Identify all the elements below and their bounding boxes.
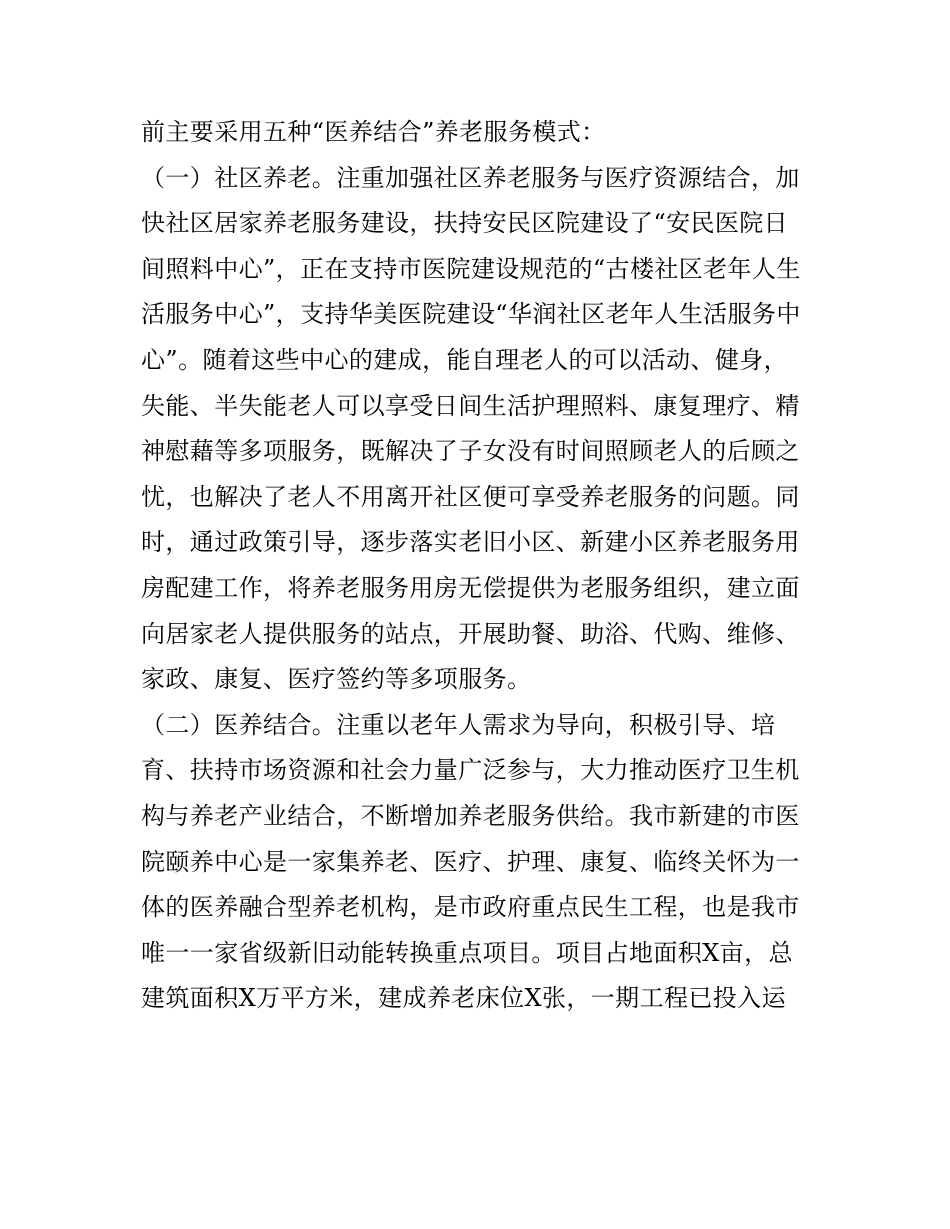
text-line: 快社区居家养老服务建设，扶持安民区院建设了“安民医院日 xyxy=(141,209,789,238)
text-line: 建筑面积X万平方米，建成养老床位X张，一期工程已投入运 xyxy=(141,984,786,1013)
text-line: 育、扶持市场资源和社会力量广泛参与，大力推动医疗卫生机 xyxy=(141,756,800,785)
text-line: 房配建工作，将养老服务用房无偿提供为老服务组织，建立面 xyxy=(141,573,800,602)
text-line: （二）医养结合。注重以老年人需求为导向，积极引导、培 xyxy=(141,710,776,739)
text-line: 失能、半失能老人可以享受日间生活护理照料、康复理疗、精 xyxy=(141,391,800,420)
text-line: 院颐养中心是一家集养老、医疗、护理、康复、临终关怀为一 xyxy=(141,847,800,876)
text-line: 构与养老产业结合，不断增加养老服务供给。我市新建的市医 xyxy=(141,801,800,830)
text-line: 向居家老人提供服务的站点，开展助餐、助浴、代购、维修、 xyxy=(141,619,800,648)
text-line: 间照料中心”，正在支持市医院建设规范的“古楼社区老年人生 xyxy=(141,254,801,283)
text-line: 忧，也解决了老人不用离开社区便可享受养老服务的问题。同 xyxy=(141,482,800,511)
text-line: 活服务中心”，支持华美医院建设“华润社区老年人生活服务中 xyxy=(141,300,801,329)
text-line: 唯一一家省级新旧动能转换重点项目。项目占地面积X亩，总 xyxy=(141,938,793,967)
text-line: 家政、康复、医疗签约等多项服务。 xyxy=(141,665,532,694)
text-line: 时，通过政策引导，逐步落实老旧小区、新建小区养老服务用 xyxy=(141,528,800,557)
text-line: 前主要采用五种“医养结合”养老服务模式： xyxy=(141,118,606,146)
text-line: 心”。随着这些中心的建成，能自理老人的可以活动、健身， xyxy=(141,345,789,374)
body-text xyxy=(141,110,821,1022)
text-line: （一）社区养老。注重加强社区养老服务与医疗资源结合，加 xyxy=(141,163,800,192)
text-line: 体的医养融合型养老机构，是市政府重点民生工程，也是我市 xyxy=(141,893,800,922)
text-line: 神慰藉等多项服务，既解决了子女没有时间照顾老人的后顾之 xyxy=(141,437,800,466)
